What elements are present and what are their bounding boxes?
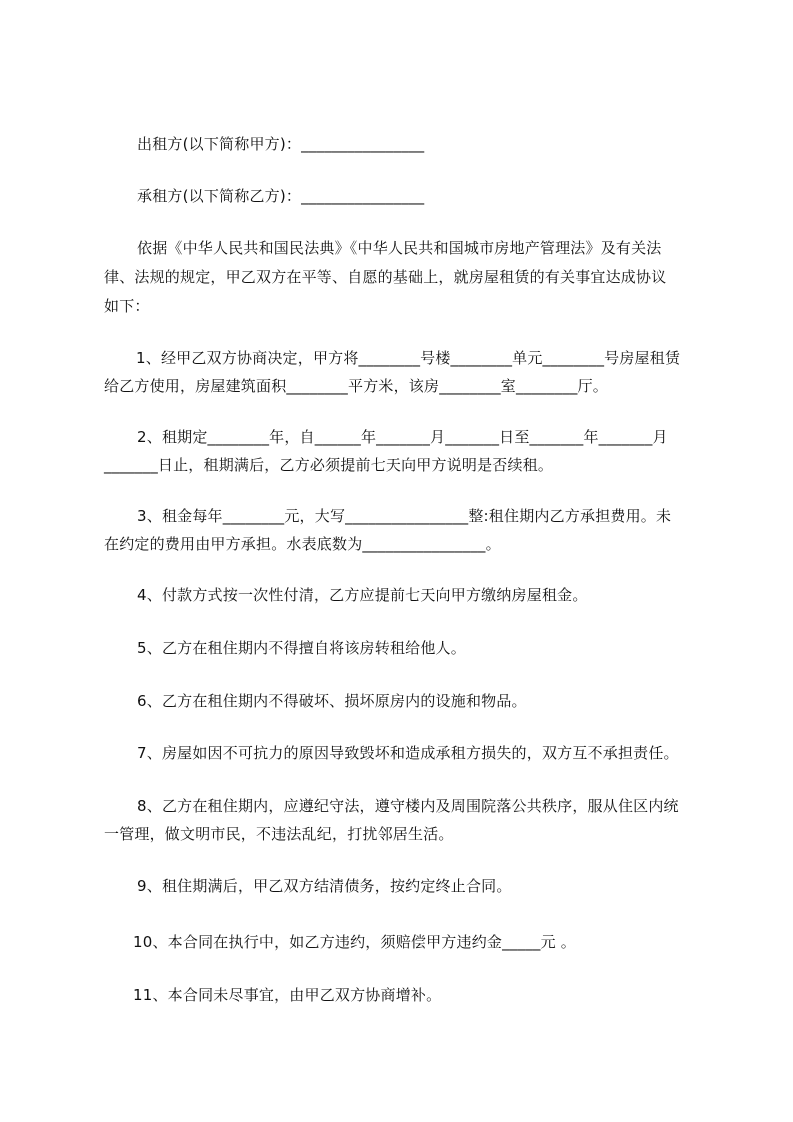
clause-10: 10、本合同在执行中，如乙方违约，须赔偿甲方违约金_____元 。: [133, 933, 576, 951]
lessor-line: 出租方(以下简称甲方)：________________: [137, 135, 425, 153]
clause-1-line-1: 1、经甲乙双方协商决定，甲方将________号楼________单元________号房屋租赁: [136, 349, 681, 367]
preamble-line-3: 如下：: [104, 297, 150, 315]
clause-8-line-1: 8、乙方在租住期内，应遵纪守法，遵守楼内及周围院落公共秩序，服从住区内统: [137, 797, 679, 815]
clause-7: 7、房屋如因不可抗力的原因导致毁坏和造成承租方损失的，双方互不承担责任。: [137, 744, 679, 762]
clause-3-line-1: 3、租金每年________元，大写________________整:租住期内乙方承担费用。未: [137, 507, 672, 525]
clause-9: 9、租住期满后，甲乙双方结清债务，按约定终止合同。: [137, 877, 512, 895]
clause-4: 4、付款方式按一次性付清，乙方应提前七天向甲方缴纳房屋租金。: [137, 586, 588, 604]
clause-2-line-2: _______日止，租期满后，乙方必须提前七天向甲方说明是否续租。: [104, 456, 554, 474]
clause-8-line-2: 一管理，做文明市民，不违法乱纪，打扰邻居生活。: [104, 825, 454, 843]
clause-5: 5、乙方在租住期内不得擅自将该房转租给他人。: [137, 639, 466, 657]
lessee-line: 承租方(以下简称乙方)：________________: [137, 187, 425, 205]
clause-6: 6、乙方在租住期内不得破坏、损坏原房内的设施和物品。: [137, 692, 527, 710]
preamble-line-1: 依据《中华人民共和国民法典》《中华人民共和国城市房地产管理法》及有关法: [137, 239, 662, 257]
clause-1-line-2: 给乙方使用，房屋建筑面积________平方米，该房________室________厅。: [104, 377, 609, 395]
clause-3-line-2: 在约定的费用由甲方承担。水表底数为________________。: [104, 535, 501, 553]
clause-11: 11、本合同未尽事宜，由甲乙双方协商增补。: [133, 986, 442, 1004]
clause-2-line-1: 2、租期定________年，自______年_______月_______日至_______年_______月: [137, 428, 668, 446]
preamble-line-2: 律、法规的规定，甲乙双方在平等、自愿的基础上，就房屋租赁的有关事宜达成协议: [104, 268, 667, 286]
